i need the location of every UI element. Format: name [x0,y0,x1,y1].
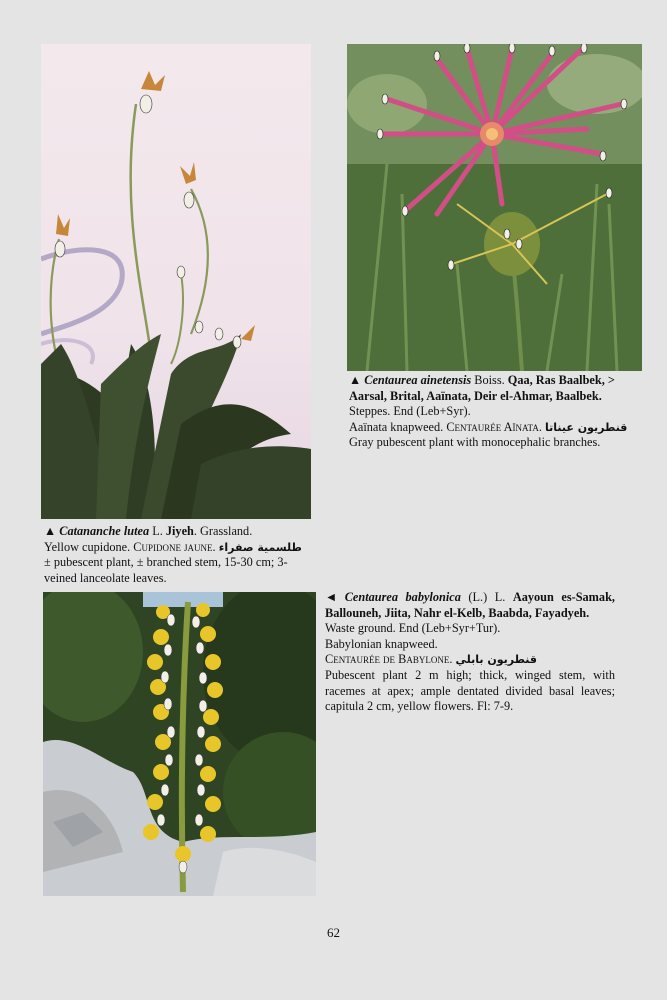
triangle-up-icon: ▲ [349,373,362,387]
description: Pubescent plant 2 m high; thick, winged stem, with racemes at apex; ample dentated divided basal leaves; capitula 2 cm, yellow flowers. Fl: 7-9. [325,667,615,714]
english-name: Aaïnata knapweed. [349,419,444,434]
localities: Qaa, Ras Baalbek, > Aarsal, Brital, Aaïnata, Deir el-Ahmar, Baalbek [349,373,615,403]
triangle-left-icon: ◄ [325,590,338,604]
arabic-name: قنطريون عيناتا [545,420,628,434]
photo-catananche-lutea [41,44,311,519]
species-author: L. [152,524,163,538]
caption-centaurea-ainetensis [349,373,644,451]
caption-heading: ▲ Centaurea ainetensis Boiss. Qaa, Ras Baalbek, > Aarsal, Brital, Aaïnata, Deir el-Ahmar, Baalbek. [349,373,615,403]
habitat: Waste ground. End (Leb+Syr+Tur). [325,621,501,636]
caption-french-arabic [325,652,615,668]
habitat: Steppes. End (Leb+Syr). [349,404,471,419]
english-name: Yellow cupidone. [44,539,131,554]
arabic-name: قنطريون بابلي [455,653,537,667]
species-name: Centaurea ainetensis [364,373,472,387]
french-name: Cupidone jaune. [133,539,216,554]
caption-heading: ◄ Centaurea babylonica (L.) L. Aayoun es-Samak, Ballouneh, Jiita, Nahr el-Kelb, Baabda, Fayadyeh. [325,590,615,620]
caption-common-names [44,540,314,556]
habitat: Grassland. [200,524,253,538]
species-author: (L.) L. [468,590,506,604]
species-name: Catananche lutea [59,524,150,538]
photo-centaurea-ainetensis [347,44,642,371]
photo-centaurea-babylonica [43,592,316,896]
caption-centaurea-babylonica [325,590,615,715]
page-number: 62 [327,925,340,940]
caption-catananche-lutea [44,524,314,586]
species-author: Boiss. [474,373,505,387]
arabic-name: طلسمية صفراء [218,540,302,554]
french-name: Centaurée Aïnata. [446,419,542,434]
caption-heading: ▲ Catananche lutea L. Jiyeh. Grassland. [44,524,253,538]
triangle-up-icon: ▲ [44,524,57,538]
english-name: Babylonian knapweed. [325,636,438,651]
localities: Aayoun es-Samak, Ballouneh, Jiita, Nahr el-Kelb, Baabda, Fayadyeh [325,590,615,620]
locality: Jiyeh [165,524,194,538]
species-name: Centaurea babylonica [344,590,461,604]
caption-common-names [349,420,644,436]
description: ± pubescent plant, ± branched stem, 15-30 cm; 3-veined lanceolate leaves. [44,555,288,585]
french-name: Centaurée de Babylone. [325,652,453,667]
description: Gray pubescent plant with monocephalic branches. [349,435,601,450]
